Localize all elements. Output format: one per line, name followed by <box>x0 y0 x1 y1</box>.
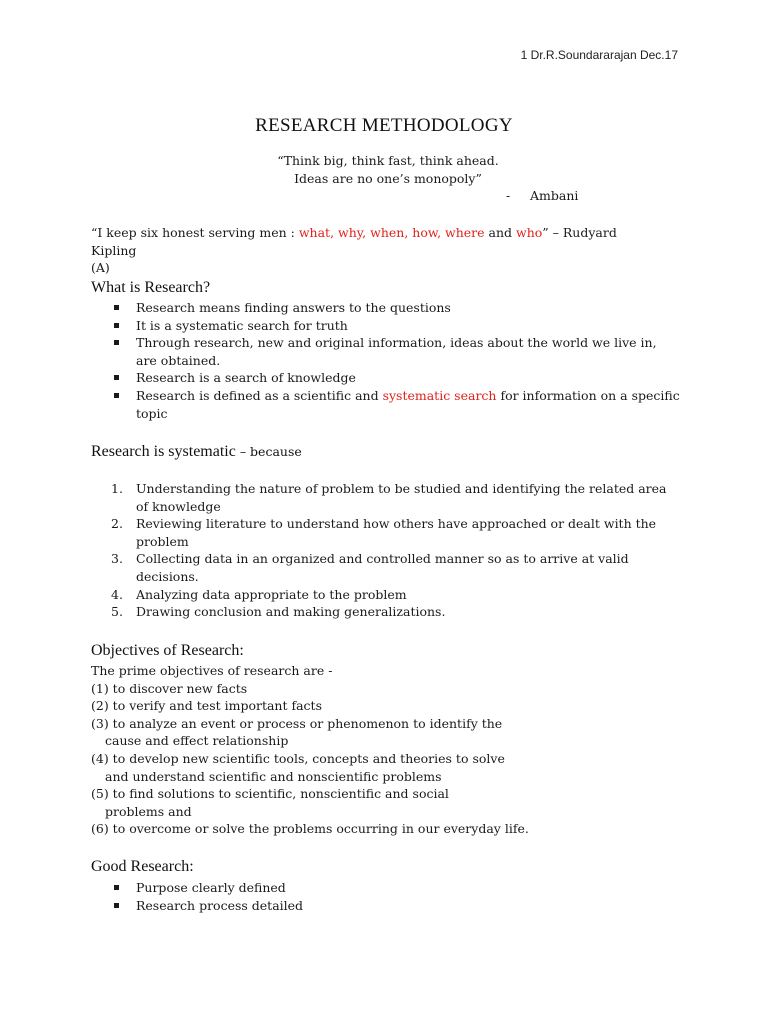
list-item: (2) to verify and test important facts <box>91 698 322 714</box>
bullet-square-icon <box>114 375 119 380</box>
list-item: (6) to overcome or solve the problems occurring in our everyday life. <box>91 821 529 837</box>
page-header: 1 Dr.R.Soundararajan Dec.17 <box>520 48 678 62</box>
kipling-author-line: Kipling <box>91 242 137 258</box>
systematic-steps-list <box>91 480 681 621</box>
quote-line-2: Ideas are no one’s monopoly” <box>294 171 482 186</box>
numbered-item: 3. Collecting data in an organized and controlled manner so as to arrive at valid decisions. <box>111 551 629 584</box>
attribution-dash: - <box>506 188 511 203</box>
numbered-item: 5. Drawing conclusion and making generalizations. <box>111 604 446 620</box>
list-item: Research is defined as a scientific and systematic search for information on a specific topic <box>91 387 681 422</box>
kipling-quote <box>91 224 681 277</box>
list-item: Purpose clearly defined <box>91 879 681 897</box>
kipling-highlight-1: what, why, when, how, where <box>298 225 485 240</box>
list-item-continuation: cause and effect relationship <box>105 733 289 749</box>
list-item: Research process detailed <box>91 897 681 915</box>
systematic-heading: Research is systematic – because <box>91 443 302 460</box>
what-is-research-list <box>91 299 681 422</box>
objectives-list <box>91 662 691 838</box>
numbered-item: 1. Understanding the nature of problem to be studied and identifying the related area of knowledge <box>111 481 667 514</box>
systematic-search-highlight: systematic search <box>382 387 497 403</box>
list-item: (1) to discover new facts <box>91 680 248 696</box>
bullet-square-icon <box>114 323 119 328</box>
list-item: (3) to analyze an event or process or phenomenon to identify the <box>91 715 503 731</box>
objectives-intro: The prime objectives of research are - <box>91 663 333 678</box>
bullet-square-icon <box>114 903 119 908</box>
quote-line-1: “Think big, think fast, think ahead. <box>277 153 499 168</box>
systematic-heading-suffix: – because <box>235 444 302 459</box>
bullet-square-icon <box>114 885 119 890</box>
kipling-suffix: ” – Rudyard <box>542 225 617 240</box>
good-research-list <box>91 879 681 914</box>
bullet-square-icon <box>114 340 119 345</box>
numbered-item: 2. Reviewing literature to understand how others have approached or dealt with the problem <box>111 516 657 549</box>
attribution-author: Ambani <box>530 188 579 203</box>
what-is-research-heading: What is Research? <box>91 279 211 296</box>
list-item: (5) to find solutions to scientific, nonscientific and social <box>91 786 449 802</box>
list-item: (4) to develop new scientific tools, concepts and theories to solve <box>91 750 505 766</box>
kipling-highlight-2: who <box>516 225 543 240</box>
list-item-continuation: and understand scientific and nonscientific problems <box>105 768 442 784</box>
kipling-mid: and <box>484 225 516 240</box>
list-item: Research is a search of knowledge <box>91 369 681 387</box>
kipling-prefix: “I keep six honest serving men : <box>91 225 299 240</box>
objectives-heading: Objectives of Research: <box>91 642 244 659</box>
numbered-item: 4. Analyzing data appropriate to the problem <box>111 586 407 602</box>
list-item-continuation: problems and <box>105 803 192 819</box>
bullet-square-icon <box>114 393 119 398</box>
section-marker: (A) <box>91 260 110 276</box>
document-title: RESEARCH METHODOLOGY <box>255 115 513 136</box>
bullet-square-icon <box>114 305 119 310</box>
list-item: Research means finding answers to the questions <box>91 299 681 317</box>
good-research-heading: Good Research: <box>91 858 194 875</box>
opening-quote <box>0 152 768 188</box>
list-item: Through research, new and original information, ideas about the world we live in, are obtained. <box>91 334 681 369</box>
quote-attribution <box>506 188 578 203</box>
list-item: It is a systematic search for truth <box>91 317 681 335</box>
